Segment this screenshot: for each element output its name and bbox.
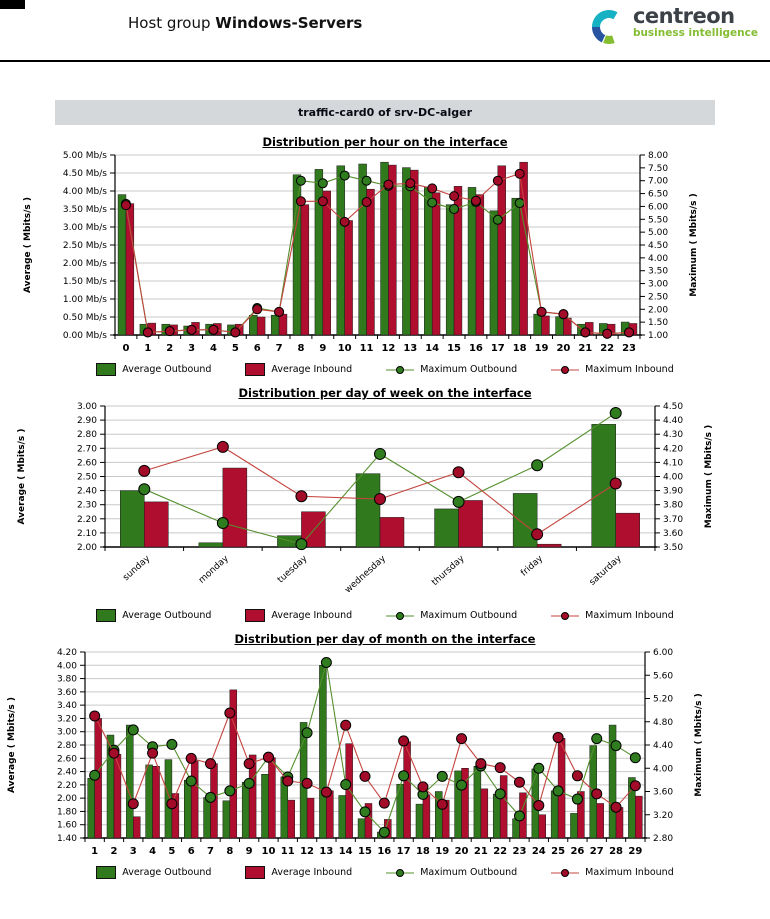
svg-text:1.80: 1.80 — [56, 807, 77, 818]
svg-text:13: 13 — [319, 846, 334, 857]
svg-text:28: 28 — [609, 846, 623, 857]
legend-label: Maximum Inbound — [585, 364, 674, 375]
svg-text:10: 10 — [337, 343, 352, 354]
svg-text:5: 5 — [168, 846, 176, 857]
svg-text:3.20: 3.20 — [653, 810, 674, 821]
legend-maximum-inbound — [551, 610, 674, 621]
svg-text:2.80: 2.80 — [76, 430, 97, 441]
report-title-bar: traffic-card0 of srv-DC-alger — [55, 100, 715, 125]
svg-text:2.60: 2.60 — [56, 754, 77, 765]
svg-text:4.20: 4.20 — [56, 648, 77, 658]
svg-text:27: 27 — [589, 846, 604, 857]
svg-text:23: 23 — [512, 846, 527, 857]
chart-hourly-legend — [0, 363, 770, 376]
svg-text:1.00 Mb/s: 1.00 Mb/s — [62, 295, 107, 305]
svg-text:0.50 Mb/s: 0.50 Mb/s — [62, 313, 107, 323]
svg-text:3.60: 3.60 — [663, 528, 684, 539]
legend-maximum-outbound — [386, 364, 517, 375]
svg-text:15: 15 — [447, 343, 462, 354]
svg-text:Average ( Mbits/s ): Average ( Mbits/s ) — [7, 696, 17, 794]
svg-text:0: 0 — [122, 343, 130, 354]
svg-text:18: 18 — [512, 343, 527, 354]
maximum-outbound-line-icon — [386, 365, 414, 375]
svg-text:2.30: 2.30 — [76, 500, 97, 511]
svg-text:Maximum ( Mbits/s ): Maximum ( Mbits/s ) — [704, 424, 714, 529]
average-outbound-swatch — [96, 363, 116, 376]
svg-text:3.50: 3.50 — [663, 543, 684, 553]
svg-text:22: 22 — [600, 343, 615, 354]
legend-label: Maximum Outbound — [420, 610, 518, 621]
svg-text:saturday: saturday — [587, 553, 624, 588]
svg-text:4: 4 — [149, 846, 157, 857]
svg-text:5: 5 — [231, 343, 239, 354]
chart-hourly-plot — [0, 149, 770, 361]
svg-text:3.00: 3.00 — [56, 727, 77, 738]
svg-text:4: 4 — [209, 343, 217, 354]
svg-text:23: 23 — [622, 343, 637, 354]
chart-hourly-block — [0, 135, 770, 376]
svg-text:5.00: 5.00 — [648, 228, 669, 239]
svg-text:8: 8 — [226, 846, 234, 857]
svg-text:7: 7 — [207, 846, 215, 857]
legend-average-outbound — [96, 866, 211, 879]
svg-text:4.30: 4.30 — [663, 430, 684, 441]
chart-weekly-title: Distribution per day of week on the interface — [238, 386, 532, 400]
chart-weekly-legend — [0, 609, 770, 622]
legend-label: Maximum Inbound — [585, 610, 674, 621]
legend-label: Average Inbound — [271, 364, 353, 375]
svg-text:wednesday: wednesday — [343, 553, 389, 596]
svg-text:19: 19 — [534, 343, 549, 354]
svg-text:5.50: 5.50 — [648, 215, 669, 226]
legend-average-inbound — [245, 609, 352, 622]
svg-text:Average ( Mbits/s ): Average ( Mbits/s ) — [23, 196, 33, 294]
report-header — [0, 0, 770, 72]
average-inbound-swatch — [245, 363, 265, 376]
logo-tagline: business intelligence — [632, 27, 758, 39]
svg-text:2.50: 2.50 — [648, 292, 669, 303]
svg-text:5.60: 5.60 — [653, 671, 674, 682]
maximum-inbound-line-icon — [551, 868, 579, 878]
svg-text:1.50: 1.50 — [648, 318, 669, 329]
svg-text:Maximum ( Mbits/s ): Maximum ( Mbits/s ) — [689, 193, 699, 297]
svg-text:3: 3 — [188, 343, 196, 354]
svg-text:1.00: 1.00 — [648, 331, 669, 341]
svg-text:2.60: 2.60 — [76, 458, 97, 469]
svg-text:4.50: 4.50 — [663, 402, 684, 412]
centreon-logo-icon — [589, 6, 629, 48]
svg-text:25: 25 — [551, 846, 566, 857]
svg-text:2.00: 2.00 — [648, 305, 669, 316]
average-inbound-swatch — [245, 609, 265, 622]
maximum-inbound-line-icon — [551, 365, 579, 375]
host-group-label: Host group — [128, 14, 211, 32]
svg-text:2.20: 2.20 — [56, 780, 77, 791]
svg-text:9: 9 — [245, 846, 253, 857]
svg-text:14: 14 — [425, 343, 440, 354]
legend-maximum-outbound — [386, 610, 517, 621]
svg-text:4.50: 4.50 — [648, 241, 669, 251]
svg-text:monday: monday — [197, 553, 231, 586]
svg-text:2.70: 2.70 — [76, 444, 97, 455]
svg-text:13: 13 — [403, 343, 418, 354]
legend-label: Average Outbound — [122, 364, 212, 375]
svg-text:2.40: 2.40 — [56, 767, 77, 778]
svg-text:3.00: 3.00 — [648, 279, 669, 290]
svg-text:3.40: 3.40 — [56, 701, 77, 712]
svg-text:1.50 Mb/s: 1.50 Mb/s — [62, 277, 107, 287]
svg-text:tuesday: tuesday — [275, 553, 310, 586]
svg-text:7.50: 7.50 — [648, 163, 669, 174]
legend-label: Maximum Outbound — [420, 867, 518, 878]
legend-label: Maximum Inbound — [585, 867, 674, 878]
legend-average-inbound — [245, 866, 352, 879]
legend-label: Average Inbound — [271, 867, 353, 878]
logo-text — [633, 6, 758, 39]
svg-text:16: 16 — [377, 846, 392, 857]
svg-text:4.40: 4.40 — [663, 416, 684, 427]
svg-text:10: 10 — [261, 846, 276, 857]
svg-text:17: 17 — [490, 343, 505, 354]
header-divider — [0, 60, 770, 62]
svg-text:4.00: 4.00 — [56, 661, 77, 672]
chart-monthly-plot — [0, 646, 770, 864]
svg-text:4.00: 4.00 — [653, 764, 674, 775]
legend-label: Average Outbound — [122, 867, 212, 878]
svg-text:9: 9 — [319, 343, 327, 354]
svg-text:4.80: 4.80 — [653, 717, 674, 728]
svg-text:2.80: 2.80 — [653, 834, 674, 844]
svg-text:2.20: 2.20 — [76, 514, 97, 525]
svg-text:6: 6 — [253, 343, 261, 354]
svg-text:3: 3 — [129, 846, 137, 857]
svg-text:4.00: 4.00 — [663, 472, 684, 483]
svg-text:2.40: 2.40 — [76, 486, 97, 497]
svg-text:17: 17 — [396, 846, 411, 857]
svg-text:3.60: 3.60 — [653, 787, 674, 798]
svg-text:18: 18 — [415, 846, 430, 857]
svg-text:thursday: thursday — [430, 553, 467, 588]
svg-text:11: 11 — [359, 343, 374, 354]
svg-text:3.80: 3.80 — [56, 674, 77, 685]
svg-text:2.00: 2.00 — [76, 543, 97, 553]
svg-text:8: 8 — [297, 343, 305, 354]
host-group-name: Windows-Servers — [215, 14, 363, 32]
page-title — [128, 14, 362, 32]
svg-text:19: 19 — [435, 846, 450, 857]
legend-average-outbound — [96, 363, 211, 376]
legend-average-outbound — [96, 609, 211, 622]
svg-text:3.90: 3.90 — [663, 486, 684, 497]
svg-text:3.50: 3.50 — [648, 266, 669, 277]
svg-text:20: 20 — [556, 343, 571, 354]
svg-text:16: 16 — [468, 343, 483, 354]
svg-text:3.00 Mb/s: 3.00 Mb/s — [62, 223, 107, 233]
svg-text:14: 14 — [338, 846, 353, 857]
svg-text:6.00: 6.00 — [653, 648, 674, 658]
svg-text:21: 21 — [578, 343, 593, 354]
svg-text:Average ( Mbits/s ): Average ( Mbits/s ) — [17, 428, 27, 525]
svg-text:Maximum ( Mbits/s ): Maximum ( Mbits/s ) — [694, 693, 704, 797]
svg-text:1: 1 — [91, 846, 99, 857]
svg-text:2.00 Mb/s: 2.00 Mb/s — [62, 259, 107, 269]
chart-hourly-title: Distribution per hour on the interface — [262, 135, 508, 149]
chart-monthly-block — [0, 632, 770, 879]
svg-text:2.50: 2.50 — [76, 472, 97, 483]
svg-text:friday: friday — [519, 553, 546, 579]
svg-text:3.60: 3.60 — [56, 687, 77, 698]
chart-monthly-title: Distribution per day of month on the interface — [234, 632, 536, 646]
svg-text:2.10: 2.10 — [76, 528, 97, 539]
legend-maximum-inbound — [551, 364, 674, 375]
svg-text:4.40: 4.40 — [653, 741, 674, 751]
logo-name: centreon — [632, 4, 735, 28]
svg-text:6.50: 6.50 — [648, 189, 669, 200]
svg-text:20: 20 — [454, 846, 469, 857]
svg-text:24: 24 — [531, 846, 546, 857]
svg-text:12: 12 — [300, 846, 315, 857]
svg-text:1.60: 1.60 — [56, 820, 77, 831]
average-inbound-swatch — [245, 866, 265, 879]
svg-text:6: 6 — [187, 846, 195, 857]
legend-maximum-inbound — [551, 867, 674, 878]
legend-maximum-outbound — [386, 867, 517, 878]
svg-text:22: 22 — [493, 846, 508, 857]
svg-text:15: 15 — [358, 846, 372, 857]
svg-text:3.00: 3.00 — [76, 402, 97, 412]
svg-text:3.50 Mb/s: 3.50 Mb/s — [62, 205, 107, 215]
legend-average-inbound — [245, 363, 352, 376]
centreon-logo — [589, 6, 758, 48]
svg-text:1: 1 — [144, 343, 152, 354]
svg-text:4.50 Mb/s: 4.50 Mb/s — [62, 169, 107, 179]
legend-label: Average Inbound — [271, 610, 353, 621]
maximum-outbound-line-icon — [386, 611, 414, 621]
svg-text:0.00 Mb/s: 0.00 Mb/s — [62, 331, 107, 341]
maximum-inbound-line-icon — [551, 611, 579, 621]
svg-text:4.10: 4.10 — [663, 458, 684, 469]
legend-label: Maximum Outbound — [420, 364, 518, 375]
average-outbound-swatch — [96, 609, 116, 622]
legend-label: Average Outbound — [122, 610, 212, 621]
svg-text:3.20: 3.20 — [56, 714, 77, 725]
svg-text:1.40: 1.40 — [56, 834, 77, 844]
svg-text:4.20: 4.20 — [663, 444, 684, 455]
chart-weekly-block — [0, 386, 770, 622]
svg-text:21: 21 — [473, 846, 488, 857]
chart-weekly-plot — [0, 400, 770, 607]
svg-text:12: 12 — [381, 343, 396, 354]
svg-text:7: 7 — [275, 343, 283, 354]
svg-text:2: 2 — [110, 846, 118, 857]
svg-text:29: 29 — [628, 846, 643, 857]
svg-text:5.00 Mb/s: 5.00 Mb/s — [62, 151, 107, 161]
svg-text:3.70: 3.70 — [663, 514, 684, 525]
svg-text:2.80: 2.80 — [56, 741, 77, 751]
svg-text:11: 11 — [280, 846, 295, 857]
average-outbound-swatch — [96, 866, 116, 879]
maximum-outbound-line-icon — [386, 868, 414, 878]
svg-text:26: 26 — [570, 846, 585, 857]
svg-text:2: 2 — [166, 343, 174, 354]
svg-text:4.00: 4.00 — [648, 253, 669, 264]
svg-text:2.50 Mb/s: 2.50 Mb/s — [62, 241, 107, 251]
svg-text:2.90: 2.90 — [76, 416, 97, 427]
chart-monthly-legend — [0, 866, 770, 879]
svg-text:7.00: 7.00 — [648, 176, 669, 187]
svg-text:5.20: 5.20 — [653, 694, 674, 705]
svg-text:3.80: 3.80 — [663, 500, 684, 511]
svg-text:2.00: 2.00 — [56, 794, 77, 805]
svg-text:4.00 Mb/s: 4.00 Mb/s — [62, 187, 107, 197]
svg-text:8.00: 8.00 — [648, 151, 669, 161]
svg-text:sunday: sunday — [121, 553, 153, 584]
svg-text:6.00: 6.00 — [648, 202, 669, 213]
